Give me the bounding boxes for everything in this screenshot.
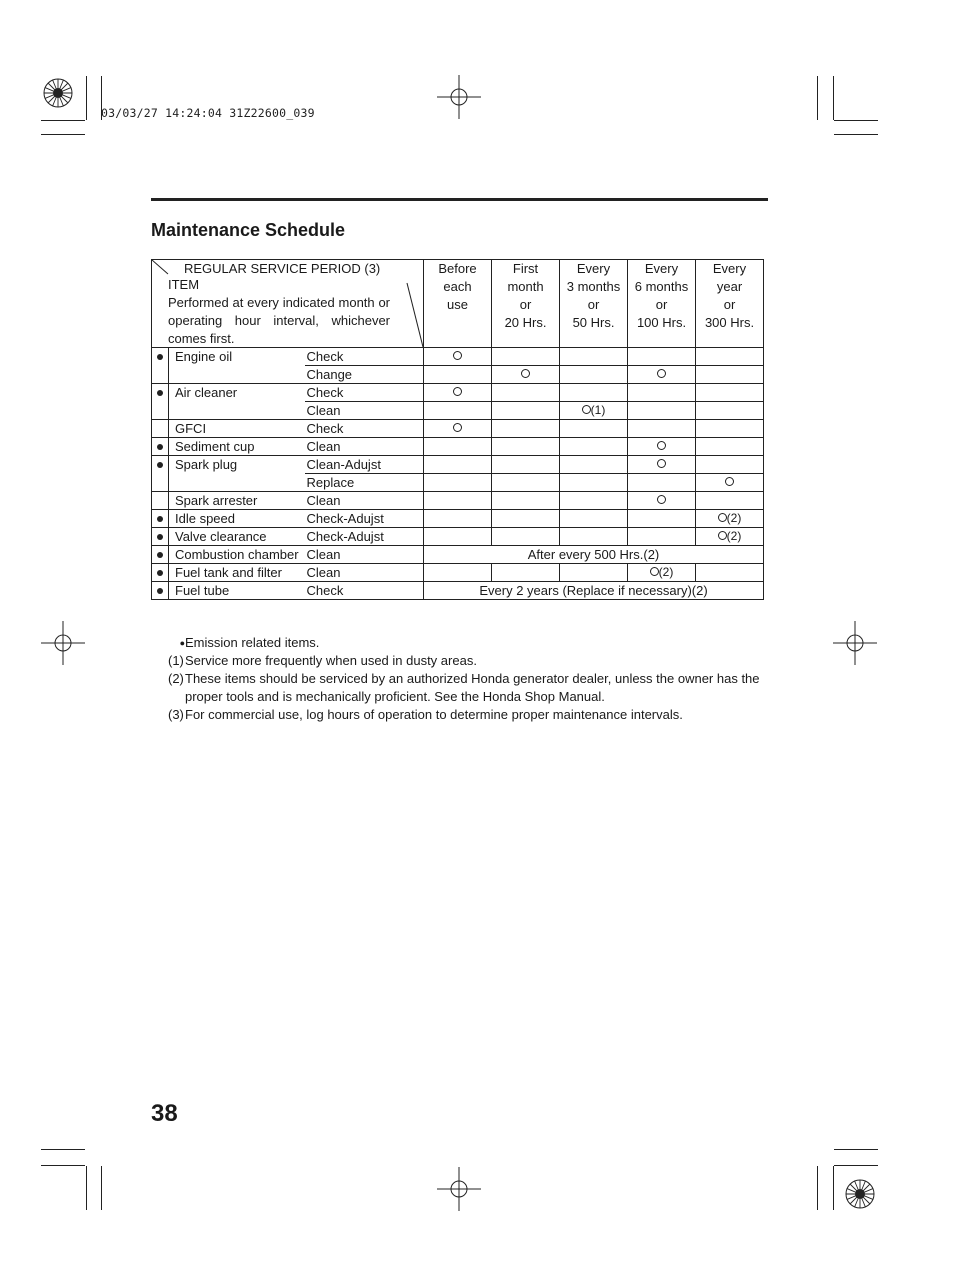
table-row [152, 474, 764, 492]
schedule-cell [424, 438, 492, 456]
column-header-line: 3 months [566, 279, 621, 294]
table-row [152, 492, 764, 510]
schedule-cell [628, 510, 696, 528]
emission-dot-icon [157, 390, 163, 396]
table-row [152, 348, 764, 366]
schedule-cell [560, 564, 628, 582]
crop-mark [41, 120, 85, 121]
schedule-cell [492, 474, 560, 492]
schedule-cell [424, 348, 492, 366]
schedule-cell [424, 402, 492, 420]
emission-dot-icon [157, 444, 163, 450]
emission-dot-icon [157, 588, 163, 594]
emission-marker [152, 492, 169, 510]
column-header [492, 260, 560, 348]
schedule-cell [628, 492, 696, 510]
schedule-cell [560, 402, 628, 420]
crosshair-icon [41, 621, 85, 665]
item-action: Clean [305, 402, 424, 420]
emission-marker [152, 420, 169, 438]
schedule-cell [492, 438, 560, 456]
item-action: Clean [305, 546, 424, 564]
item-name: Combustion chamber [169, 546, 305, 564]
item-name: GFCI [169, 420, 305, 438]
schedule-cell [696, 348, 764, 366]
item-name [169, 366, 305, 384]
footnote [168, 706, 768, 724]
schedule-cell [492, 402, 560, 420]
service-circle-icon [453, 351, 462, 360]
schedule-cell [628, 564, 696, 582]
schedule-cell [492, 384, 560, 402]
crop-mark [817, 1166, 818, 1210]
mark-footnote-ref: (2) [726, 529, 742, 543]
emission-dot-icon [157, 552, 163, 558]
table-row [152, 438, 764, 456]
schedule-cell [560, 474, 628, 492]
table-row [152, 456, 764, 474]
emission-marker [152, 438, 169, 456]
table-row [152, 528, 764, 546]
column-header-line: or [655, 297, 668, 312]
schedule-cell [424, 384, 492, 402]
emission-marker [152, 546, 169, 564]
schedule-cell [628, 474, 696, 492]
service-period-label: REGULAR SERVICE PERIOD (3) [184, 261, 381, 276]
emission-marker [152, 510, 169, 528]
crop-mark [41, 1149, 85, 1150]
crop-mark [817, 76, 818, 120]
schedule-cell [424, 510, 492, 528]
service-circle-icon [657, 369, 666, 378]
table-row [152, 420, 764, 438]
schedule-cell [560, 510, 628, 528]
item-action: Check [305, 582, 424, 600]
column-header-line: or [587, 297, 600, 312]
schedule-cell [696, 438, 764, 456]
schedule-cell [492, 528, 560, 546]
emission-marker [152, 384, 169, 402]
schedule-cell [628, 348, 696, 366]
footnote [168, 670, 768, 706]
schedule-cell [492, 348, 560, 366]
column-header-line: Every [576, 261, 611, 276]
column-header-line: 20 Hrs. [504, 315, 547, 330]
item-action: Replace [305, 474, 424, 492]
item-name: Idle speed [169, 510, 305, 528]
page-title: Maintenance Schedule [151, 220, 346, 240]
emission-marker [152, 582, 169, 600]
footnote-key: (1) [168, 653, 184, 668]
crop-mark [833, 76, 834, 120]
item-action: Check-Adujst [305, 510, 424, 528]
footnote-key: (3) [168, 707, 184, 722]
emission-marker [152, 528, 169, 546]
column-header [696, 260, 764, 348]
item-name [169, 474, 305, 492]
emission-dot-icon [157, 534, 163, 540]
schedule-cell [424, 420, 492, 438]
schedule-cell [492, 492, 560, 510]
service-circle-icon [453, 423, 462, 432]
schedule-cell [492, 366, 560, 384]
schedule-cell [696, 420, 764, 438]
item-action: Check-Adujst [305, 528, 424, 546]
footnotes [168, 634, 768, 724]
emission-marker [152, 366, 169, 384]
crop-mark [86, 76, 87, 120]
mark-footnote-ref: (2) [726, 511, 742, 525]
emission-marker [152, 456, 169, 474]
crop-mark [834, 1149, 878, 1150]
schedule-cell [696, 456, 764, 474]
column-header-line: Every [712, 261, 747, 276]
crop-mark [834, 134, 878, 135]
service-circle-icon [718, 513, 727, 522]
crop-mark [86, 1166, 87, 1210]
item-name [169, 402, 305, 420]
item-header-cell [152, 260, 424, 348]
footnote-text: Service more frequently when used in dusty areas. [185, 653, 477, 668]
schedule-cell [492, 564, 560, 582]
item-name: Engine oil [169, 348, 305, 366]
table-row [152, 402, 764, 420]
item-action: Clean [305, 438, 424, 456]
schedule-cell [560, 366, 628, 384]
table-row [152, 582, 764, 600]
schedule-cell [424, 456, 492, 474]
schedule-cell [492, 456, 560, 474]
column-header [560, 260, 628, 348]
column-header-line: use [447, 297, 468, 312]
table-row [152, 366, 764, 384]
column-header-line: 300 Hrs. [704, 315, 755, 330]
item-name: Sediment cup [169, 438, 305, 456]
footnote-text: For commercial use, log hours of operation to determine proper maintenance intervals. [185, 707, 683, 722]
footnote [168, 652, 768, 670]
column-header-line: month [507, 279, 544, 294]
service-circle-icon [657, 495, 666, 504]
column-header-line: Every [644, 261, 679, 276]
crosshair-icon [437, 1167, 481, 1211]
service-circle-icon [650, 567, 659, 576]
item-action: Change [305, 366, 424, 384]
schedule-cell [696, 492, 764, 510]
column-header-line: year [716, 279, 743, 294]
column-header-line: Before [438, 261, 477, 276]
schedule-cell [560, 420, 628, 438]
schedule-cell [628, 528, 696, 546]
emission-dot-icon [157, 462, 163, 468]
emission-dot-icon [157, 570, 163, 576]
item-action: Clean-Adujst [305, 456, 424, 474]
schedule-cell [492, 510, 560, 528]
emission-marker [152, 564, 169, 582]
column-header-line: or [519, 297, 532, 312]
column-header [424, 260, 492, 348]
column-header-line: or [723, 297, 736, 312]
interval-note: Performed at every indicated month or operating hour interval, whichever comes first. [168, 295, 390, 346]
emission-marker [152, 402, 169, 420]
footnote-key: ● [179, 638, 185, 648]
item-action: Clean [305, 564, 424, 582]
schedule-cell [560, 492, 628, 510]
crop-mark [101, 1166, 102, 1210]
table-body [152, 348, 764, 600]
registration-mark-icon [43, 78, 73, 108]
footnote-text: These items should be serviced by an authorized Honda generator dealer, unless the owner has the proper tools and is mechanically proficient. See the Honda Shop Manual. [185, 671, 760, 704]
schedule-cell [560, 384, 628, 402]
header-rule [151, 198, 768, 201]
registration-mark-icon [845, 1179, 875, 1209]
table-row [152, 546, 764, 564]
table-row [152, 510, 764, 528]
service-circle-icon [582, 405, 591, 414]
schedule-cell [424, 474, 492, 492]
table-row [152, 384, 764, 402]
schedule-cell [628, 456, 696, 474]
column-header [628, 260, 696, 348]
print-slug: 03/03/27 14:24:04 31Z22600_039 [101, 106, 315, 120]
schedule-cell [628, 420, 696, 438]
schedule-cell [696, 366, 764, 384]
crop-mark [41, 1165, 85, 1166]
service-circle-icon [453, 387, 462, 396]
schedule-cell [560, 438, 628, 456]
crop-mark [834, 1165, 878, 1166]
schedule-cell [560, 348, 628, 366]
crop-mark [41, 134, 85, 135]
schedule-cell [560, 528, 628, 546]
schedule-cell [628, 402, 696, 420]
schedule-cell [696, 564, 764, 582]
footnote [168, 634, 768, 652]
emission-dot-icon [157, 516, 163, 522]
item-action: Check [305, 384, 424, 402]
mark-footnote-ref: (2) [658, 565, 674, 579]
column-header-line: 6 months [634, 279, 689, 294]
item-name: Valve clearance [169, 528, 305, 546]
item-action: Check [305, 420, 424, 438]
emission-dot-icon [157, 354, 163, 360]
emission-marker [152, 348, 169, 366]
service-circle-icon [718, 531, 727, 540]
item-name: Spark arrester [169, 492, 305, 510]
service-circle-icon [657, 459, 666, 468]
crop-mark [833, 1166, 834, 1210]
item-name: Fuel tube [169, 582, 305, 600]
service-circle-icon [521, 369, 530, 378]
schedule-cell [696, 402, 764, 420]
crop-mark [834, 120, 878, 121]
schedule-cell [696, 384, 764, 402]
schedule-cell [424, 528, 492, 546]
column-header-line: each [443, 279, 472, 294]
item-name: Spark plug [169, 456, 305, 474]
mark-footnote-ref: (1) [590, 403, 606, 417]
item-name: Fuel tank and filter [169, 564, 305, 582]
column-header-line: 100 Hrs. [636, 315, 687, 330]
interval-span-text: After every 500 Hrs.(2) [424, 546, 764, 564]
schedule-cell [628, 384, 696, 402]
schedule-cell [628, 366, 696, 384]
item-action: Clean [305, 492, 424, 510]
item-action: Check [305, 348, 424, 366]
schedule-cell [560, 456, 628, 474]
item-label: ITEM [168, 277, 200, 292]
column-header-line: First [512, 261, 539, 276]
page-number: 38 [151, 1100, 178, 1127]
schedule-cell [424, 564, 492, 582]
emission-marker [152, 474, 169, 492]
schedule-cell [696, 510, 764, 528]
service-circle-icon [657, 441, 666, 450]
crosshair-icon [437, 75, 481, 119]
footnote-key: (2) [168, 671, 184, 686]
column-header-line: 50 Hrs. [572, 315, 615, 330]
schedule-cell [492, 420, 560, 438]
schedule-cell [424, 366, 492, 384]
service-circle-icon [725, 477, 734, 486]
maintenance-table [151, 259, 764, 600]
schedule-cell [696, 474, 764, 492]
schedule-cell [424, 492, 492, 510]
item-name: Air cleaner [169, 384, 305, 402]
interval-span-text: Every 2 years (Replace if necessary)(2) [424, 582, 764, 600]
schedule-cell [628, 438, 696, 456]
table-row [152, 564, 764, 582]
crosshair-icon [833, 621, 877, 665]
footnote-text: Emission related items. [185, 635, 320, 650]
schedule-cell [696, 528, 764, 546]
